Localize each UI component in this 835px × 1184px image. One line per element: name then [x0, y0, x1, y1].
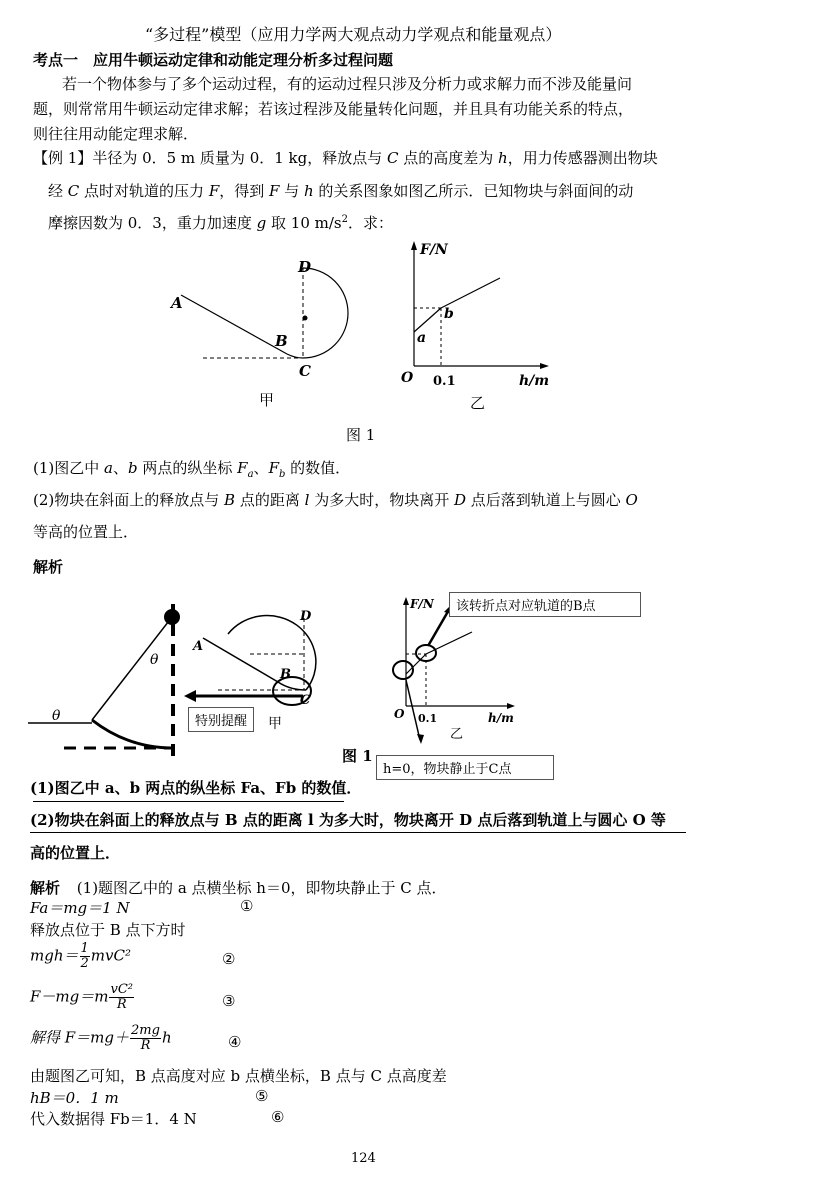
page-title: “多过程”模型（应用力学两大观点动力学观点和能量观点）: [145, 25, 562, 44]
incline-bend: [278, 682, 306, 690]
bold-question-2-line-1: (2)物块在斜面上的释放点与 B 点的距离 l 为多大时，物块离开 D 点后落到轨道上与圆心 O 等: [30, 811, 666, 829]
label-yi: 乙: [470, 394, 486, 412]
label-D: D: [298, 258, 312, 276]
var: C: [67, 182, 80, 200]
x-axis-arrow: [507, 703, 515, 709]
figure-caption-2: 图 1: [342, 747, 373, 765]
eq-number-4: ④: [228, 1033, 242, 1051]
divider-2: [30, 832, 686, 833]
text: 摩擦因数为 0．3，重力加速度: [48, 214, 257, 232]
solution-line-1: [30, 877, 447, 898]
pendulum-string: [92, 617, 172, 720]
origin-label: O: [401, 370, 414, 386]
text: 的关系图象如图乙所示．已知物块与斜面间的动: [313, 182, 634, 200]
callout-arrow-bottom: [406, 680, 420, 740]
section-heading: 考点一 应用牛顿运动定律和动能定理分析多过程问题: [33, 51, 394, 69]
var: F: [208, 182, 220, 200]
example-line-3: [48, 212, 393, 233]
circular-track: [303, 268, 348, 358]
text: h: [161, 1028, 172, 1047]
solution-line-2: 释放点位于 B 点下方时: [30, 921, 186, 939]
center-dot: [303, 316, 308, 321]
label-A: A: [193, 639, 204, 654]
eq-1: Fa＝mg＝1 N: [30, 899, 130, 917]
text: 解得 F＝mg＋: [30, 1028, 130, 1047]
label-jia: 甲: [259, 391, 275, 409]
denominator: R: [116, 997, 127, 1012]
denominator: 2: [80, 956, 89, 971]
denominator: R: [140, 1038, 151, 1053]
text: 取 10 m/s: [266, 214, 342, 232]
point-b-label: b: [444, 306, 454, 322]
eq-5: hB＝0．1 m: [30, 1089, 119, 1107]
var: g: [256, 214, 267, 232]
label-yi: 乙: [450, 727, 464, 742]
figure-yi-graph: [398, 238, 558, 413]
text: 点后落到轨道上与圆心: [466, 491, 626, 509]
pendulum-arc: [92, 720, 173, 748]
divider: [33, 801, 344, 802]
var: l: [304, 491, 310, 509]
var: h: [498, 149, 508, 167]
text: (1)图乙中: [33, 459, 105, 477]
question-1: [33, 457, 350, 480]
intro-line-2: 题，则常常用牛顿运动定律求解；若该过程涉及能量转化问题，并且具有功能关系的特点，: [33, 100, 634, 118]
eq-number-1: ①: [240, 897, 254, 915]
var: h: [303, 182, 314, 200]
figure-annotated-jia: [28, 598, 388, 758]
text: 点的高度差为: [398, 149, 499, 167]
var: D: [453, 491, 466, 509]
intro-line-3: 则往往用动能定理求解．: [33, 125, 199, 143]
incline-line: [181, 295, 287, 354]
text: ，得到: [219, 182, 270, 200]
tick-label: 0.1: [418, 712, 438, 725]
figure-caption: 图 1: [346, 426, 376, 444]
label-B: B: [275, 332, 288, 350]
text: 为多大时，物块离开: [309, 491, 454, 509]
theta-2: θ: [150, 652, 159, 668]
text: 、: [112, 459, 128, 477]
subscript: a: [247, 469, 254, 480]
var: F: [269, 182, 280, 200]
x-axis-arrow: [540, 363, 549, 369]
solution-line-3: 由题图乙可知，B 点高度对应 b 点横坐标，B 点与 C 点高度差: [30, 1067, 447, 1085]
eq-6: 代入数据得 Fb＝1．4 N: [30, 1110, 197, 1128]
text: 与: [279, 182, 304, 200]
question-2-line-1: [33, 489, 638, 510]
question-2-line-2: 等高的位置上．: [33, 523, 139, 541]
subscript: b: [278, 469, 286, 480]
incline-bend: [287, 354, 303, 358]
text: 两点的纵坐标: [137, 459, 238, 477]
numerator: vC²: [110, 982, 133, 997]
eq-3: [30, 983, 135, 1012]
var: C: [387, 149, 399, 167]
text: (1)题图乙中的 a 点横坐标 h＝0，即物块静止于 C 点．: [76, 879, 447, 897]
theta-1: θ: [52, 708, 61, 724]
text: (2)物块在斜面上的释放点与: [33, 491, 225, 509]
example-line-1: [33, 147, 658, 168]
var: b: [128, 459, 138, 477]
origin-label: O: [394, 707, 405, 721]
text: 点时对轨道的压力: [79, 182, 209, 200]
page-number: 124: [351, 1151, 376, 1166]
var: F: [237, 459, 248, 477]
var: B: [224, 491, 236, 509]
fraction: [80, 942, 90, 971]
text: ．求：: [347, 214, 393, 232]
fraction: [130, 1024, 161, 1053]
label-D: D: [300, 609, 312, 624]
tick-label: 0.1: [433, 374, 456, 389]
special-note-box: 特别提醒: [188, 707, 254, 732]
x-axis-label: h/m: [519, 373, 550, 389]
label-C: C: [299, 362, 311, 380]
text: 点的距离: [235, 491, 305, 509]
eq-number-6: ⑥: [271, 1108, 285, 1126]
var: F: [268, 459, 279, 477]
x-axis-label: h/m: [488, 711, 514, 725]
figure-jia: [165, 252, 365, 412]
graph-segment-2: [441, 278, 500, 308]
callout-arrow-top: [428, 608, 450, 646]
incline-line: [203, 638, 278, 682]
analysis-label: 解析: [33, 558, 64, 576]
bold-question-1: (1)图乙中 a、b 两点的纵坐标 Fa、Fb 的数值．: [30, 779, 362, 797]
solution-label: 解析: [30, 879, 61, 897]
text: F－mg＝m: [30, 987, 109, 1006]
y-axis-arrow: [403, 597, 409, 605]
example-line-2: [48, 180, 633, 201]
label-B: B: [280, 667, 291, 682]
eq-4: [30, 1024, 172, 1053]
callout-arrow-bottom-head: [417, 734, 424, 744]
label-C: C: [300, 693, 311, 708]
fraction: [109, 983, 134, 1012]
callout-c-point: h=0，物块静止于C点: [376, 755, 554, 780]
highlight-circle-b: [416, 645, 436, 661]
text: 、: [253, 459, 269, 477]
text: 的数值．: [285, 459, 351, 477]
label-jia: 甲: [268, 716, 282, 732]
intro-line-1: 若一个物体参与了多个运动过程，有的运动过程只涉及分析力或求解力而不涉及能量问: [62, 75, 633, 93]
text: mgh＝: [30, 946, 79, 965]
y-axis-label: F/N: [410, 597, 434, 611]
callout-b-point: 该转折点对应轨道的B点: [449, 592, 641, 617]
text: ，用力传感器测出物块: [507, 149, 658, 167]
y-axis-label: F/N: [420, 242, 448, 258]
text: mvC²: [90, 946, 131, 965]
eq-number-2: ②: [222, 950, 236, 968]
eq-number-5: ⑤: [255, 1087, 269, 1105]
text: 半径为 0．5 m 质量为 0．1 kg，释放点与: [92, 149, 388, 167]
superscript: 2: [341, 214, 348, 225]
graph-segment-1: [414, 308, 441, 332]
var: a: [104, 459, 113, 477]
point-a-label: a: [417, 330, 427, 346]
eq-2: [30, 942, 131, 971]
bold-question-2-line-2: 高的位置上．: [30, 844, 121, 862]
text: 经: [48, 182, 68, 200]
example-tag: 【例 1】: [33, 149, 93, 167]
y-axis-arrow: [411, 241, 417, 250]
numerator: 1: [80, 941, 89, 956]
label-A: A: [171, 294, 183, 312]
arrow-head: [184, 690, 196, 702]
numerator: 2mg: [131, 1023, 160, 1038]
eq-number-3: ③: [222, 992, 236, 1010]
var: O: [625, 491, 638, 509]
